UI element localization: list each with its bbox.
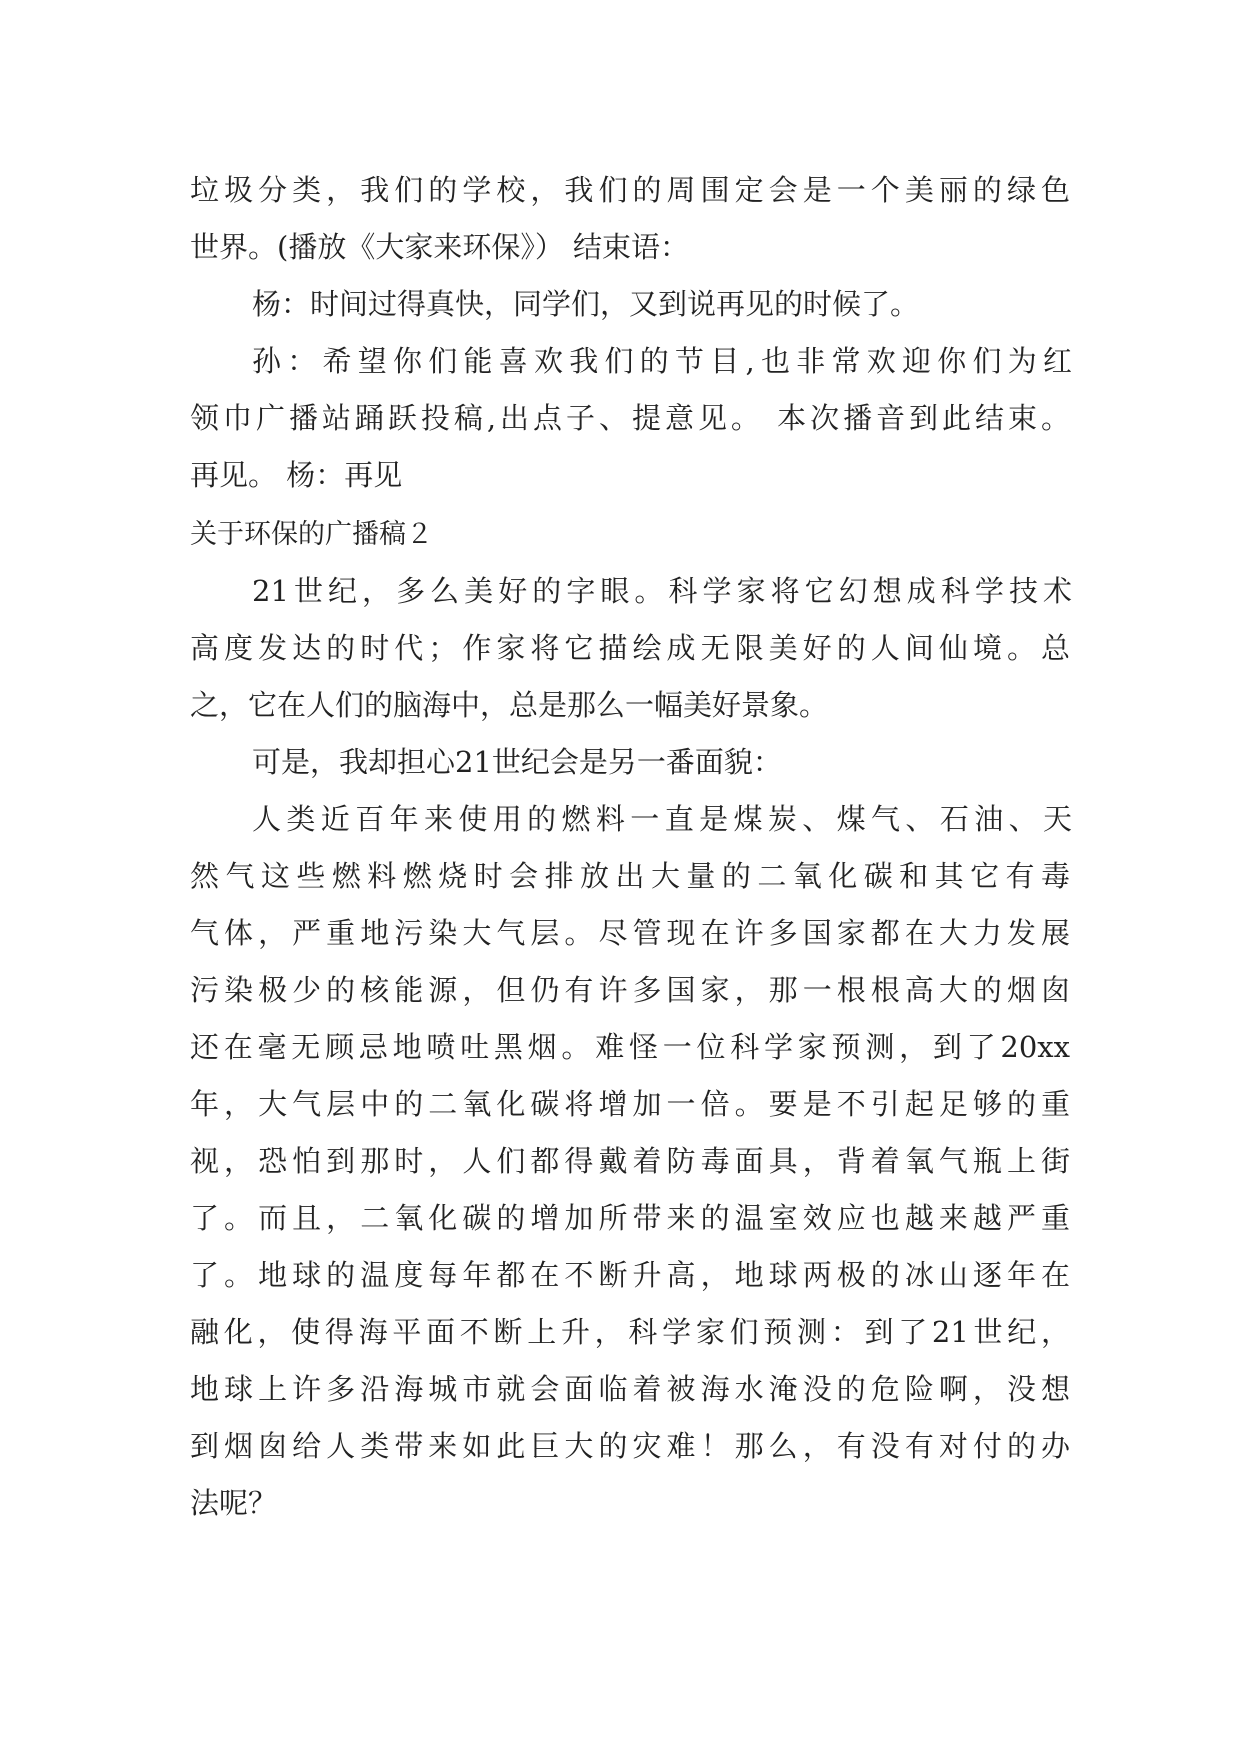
text-line: 法呢？	[190, 1486, 278, 1520]
text-line: 领巾广播站踊跃投稿,出点子、提意见。 本次播音到此结束。	[190, 401, 1070, 435]
text-line: 孙：希望你们能喜欢我们的节目,也非常欢迎你们为红	[252, 344, 1072, 378]
text-line: 再见。 杨：再见	[190, 458, 403, 492]
text-line: 视，恐怕到那时，人们都得戴着防毒面具，背着氧气瓶上街	[190, 1144, 1070, 1178]
text-line: 融化，使得海平面不断上升，科学家们预测：到了21世纪，	[190, 1315, 1070, 1349]
text-line: 气体，严重地污染大气层。尽管现在许多国家都在大力发展	[190, 916, 1070, 950]
text-line: 21世纪，多么美好的字眼。科学家将它幻想成科学技术	[252, 574, 1072, 608]
text-line: 污染极少的核能源，但仍有许多国家，那一根根高大的烟囱	[190, 973, 1070, 1007]
text-line: 杨：时间过得真快，同学们，又到说再见的时候了。	[252, 287, 920, 321]
text-line: 了。而且，二氧化碳的增加所带来的温室效应也越来越严重	[190, 1201, 1070, 1235]
text-line: 地球上许多沿海城市就会面临着被海水淹没的危险啊，没想	[190, 1372, 1070, 1406]
text-line: 到烟囱给人类带来如此巨大的灾难！那么，有没有对付的办	[190, 1429, 1070, 1463]
text-line: 还在毫无顾忌地喷吐黑烟。难怪一位科学家预测，到了20xx	[190, 1030, 1070, 1064]
text-line: 可是，我却担心21世纪会是另一番面貌：	[252, 745, 782, 779]
section-heading: 关于环保的广播稿２	[190, 519, 433, 550]
text-line: 垃圾分类，我们的学校，我们的周围定会是一个美丽的绿色	[190, 173, 1070, 207]
text-line: 了。地球的温度每年都在不断升高，地球两极的冰山逐年在	[190, 1258, 1070, 1292]
text-line: 高度发达的时代；作家将它描绘成无限美好的人间仙境。总	[190, 631, 1070, 665]
text-line: 年，大气层中的二氧化碳将增加一倍。要是不引起足够的重	[190, 1087, 1070, 1121]
text-line: 之，它在人们的脑海中，总是那么一幅美好景象。	[190, 688, 829, 722]
text-line: 然气这些燃料燃烧时会排放出大量的二氧化碳和其它有毒	[190, 859, 1070, 893]
text-line: 人类近百年来使用的燃料一直是煤炭、煤气、石油、天	[252, 802, 1072, 836]
text-line: 世界。(播放《大家来环保》） 结束语：	[190, 230, 690, 264]
